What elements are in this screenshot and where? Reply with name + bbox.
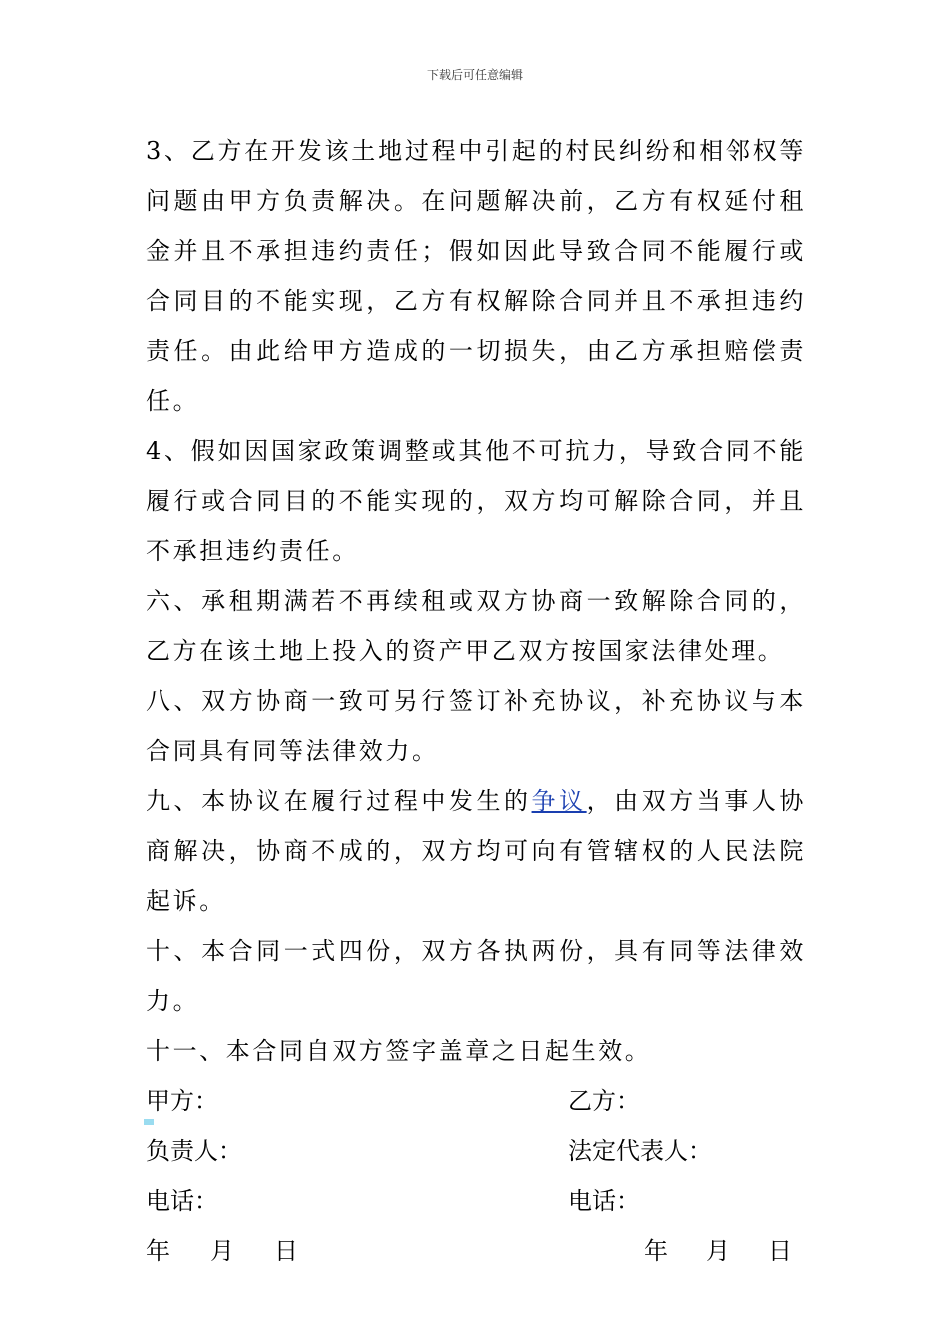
signature-row-representative (146, 1126, 806, 1176)
text-cursor-marker (144, 1119, 154, 1125)
clause-4: 4、假如因国家政策调整或其他不可抗力，导致合同不能履行或合同目的不能实现的，双方均可解除合同，并且不承担违约责任。 (146, 437, 806, 565)
clause-9-text-before: 九、本协议在履行过程中发生的 (146, 787, 532, 815)
clause-11: 十一、本合同自双方签字盖章之日起生效。 (146, 1037, 652, 1065)
date-a-year: 年 (146, 1237, 170, 1265)
clause-9 (146, 776, 806, 926)
date-a-month: 月 (210, 1237, 234, 1265)
clause-8: 八、双方协商一致可另行签订补充协议，补充协议与本合同具有同等法律效力。 (146, 687, 806, 765)
date-b-month: 月 (706, 1237, 730, 1265)
person-in-charge-label: 负责人： (146, 1137, 242, 1165)
clause-3: 3、乙方在开发该土地过程中引起的村民纠纷和相邻权等问题由甲方负责解决。在问题解决前，乙方有权延付租金并且不承担违约责任；假如因此导致合同不能履行或合同目的不能实现，乙方有权解除合同并且不承担违约责任。由此给甲方造成的一切损失，由乙方承担赔偿责任。 (146, 137, 806, 415)
party-a-label: 甲方： (146, 1087, 218, 1115)
date-b (644, 1226, 792, 1276)
date-b-day: 日 (768, 1237, 792, 1265)
clause-6: 六、承租期满若不再续租或双方协商一致解除合同的，乙方在该土地上投入的资产甲乙双方按国家法律处理。 (146, 587, 806, 665)
date-a (146, 1226, 298, 1276)
signature-row-date (146, 1226, 806, 1276)
clause-9-text-after: ，由双方当事人协商解决，协商不成的，双方均可向有管辖权的人民法院起诉。 (146, 787, 806, 915)
date-a-day: 日 (274, 1237, 298, 1265)
legal-representative-label: 法定代表人： (568, 1137, 712, 1165)
date-b-year: 年 (644, 1237, 668, 1265)
phone-a-label: 电话： (146, 1187, 218, 1215)
party-b-label: 乙方： (568, 1087, 640, 1115)
phone-b-label: 电话： (568, 1187, 640, 1215)
signature-row-phone (146, 1176, 806, 1226)
page-header: 下载后可任意编辑 (426, 68, 523, 82)
clause-10: 十、本合同一式四份，双方各执两份，具有同等法律效力。 (146, 937, 806, 1015)
signature-row-party (146, 1076, 806, 1126)
dispute-link[interactable]: 争议 (531, 787, 587, 815)
contract-body (146, 126, 806, 1276)
